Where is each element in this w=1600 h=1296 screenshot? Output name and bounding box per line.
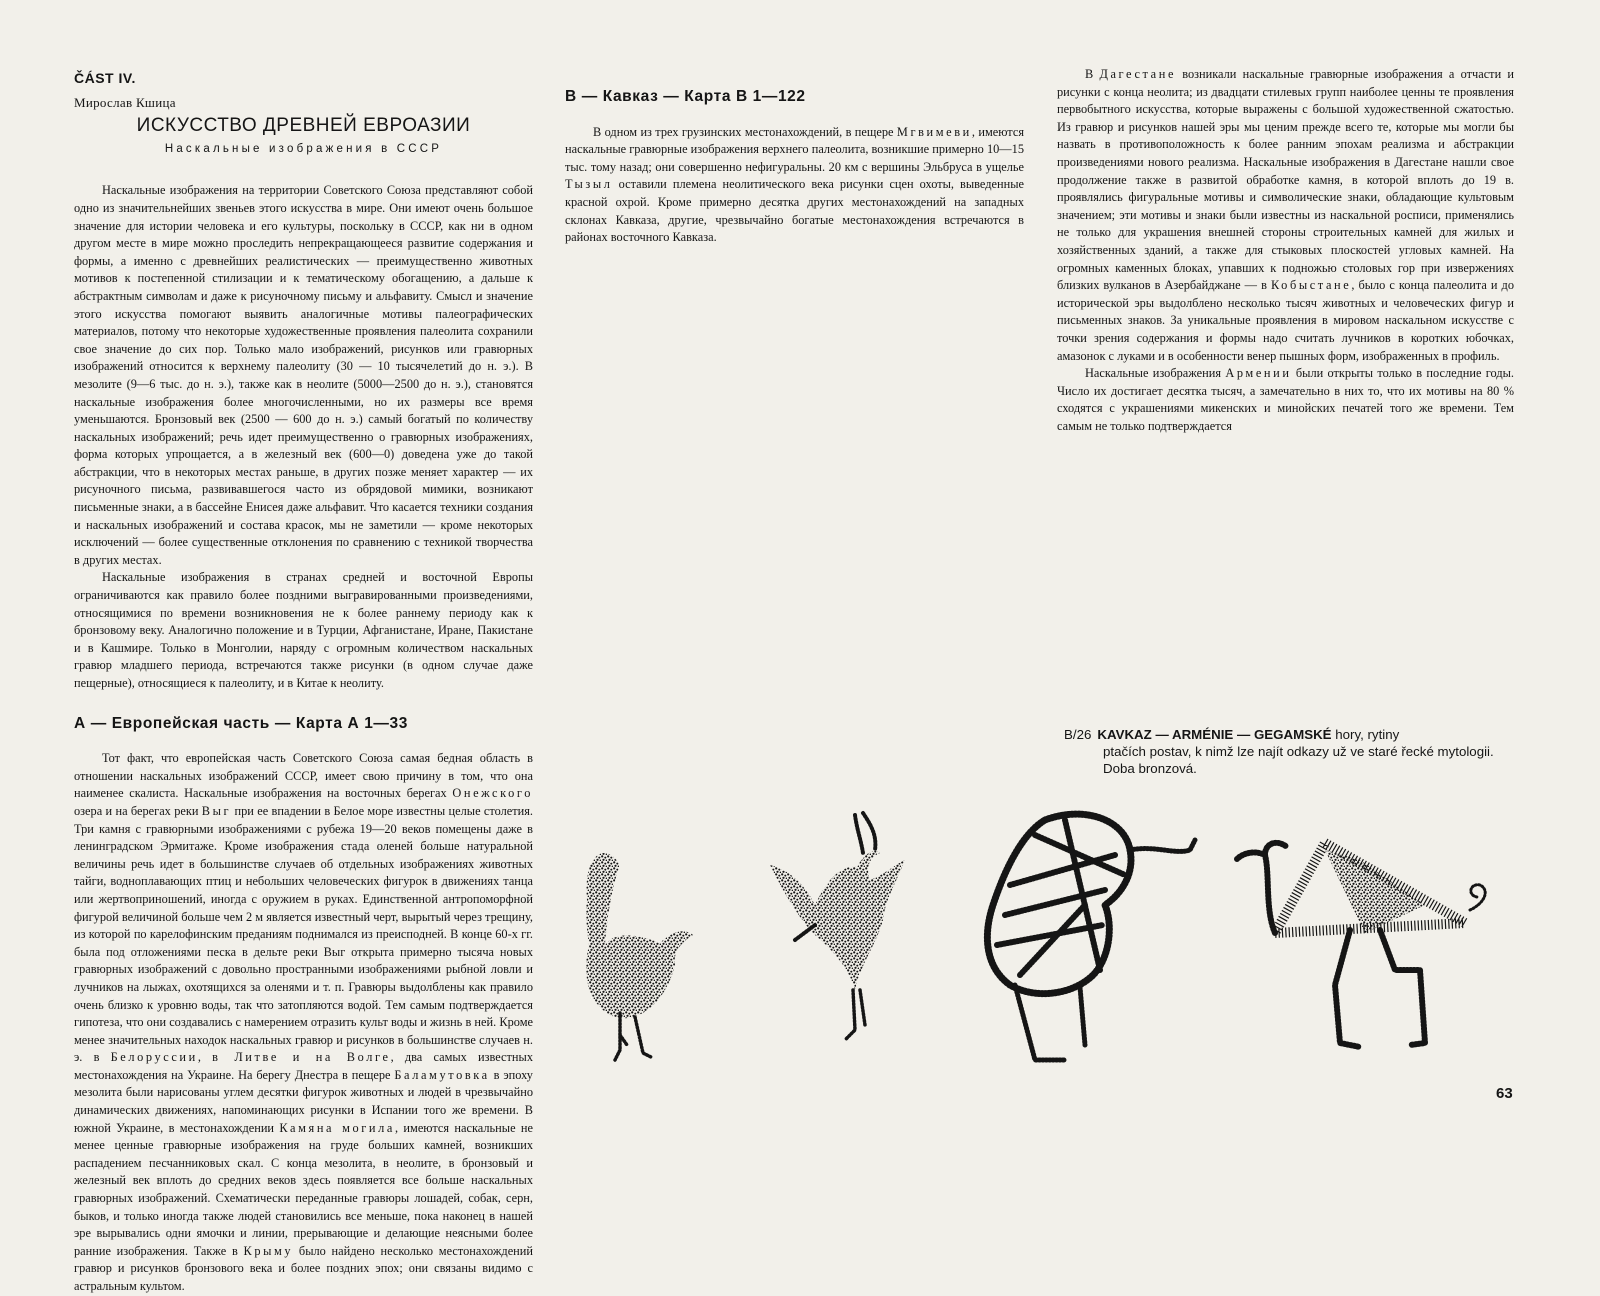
place-mgvimevi: Мгвимеви — [896, 124, 972, 139]
text-run: Наскальные изображения — [1085, 366, 1226, 381]
section-b-paragraph-2 — [1057, 66, 1514, 365]
article-subtitle: Наскальные изображения в СССР — [164, 142, 443, 155]
section-b-paragraph-3 — [1057, 365, 1514, 435]
text-run: , было с конца палеолита и до исторической эры выдолблено несколько тысяч животных и человеческих фигур и письменных знаков. За уникальные проявления в мировом наскальном искусстве с точки зрения содержания и формы надо считать лучников в коротких юбочках, амазонок с луками и в особенности венер пышных форм, изображенных в профиль. — [1057, 278, 1514, 363]
text-run: , — [197, 1050, 213, 1065]
engraving-bird-2 — [770, 813, 905, 1040]
place-tyzyl: Тызыл — [565, 177, 613, 192]
place-kamyana: Камяна могила — [279, 1120, 395, 1135]
text-run: озера и на берегах реки — [74, 803, 202, 818]
text-run: возникали наскальные гравюрные изображения а отчасти и рисунки с конца неолита; из двадцати стилевых групп наиболее ценны те проявления первобытного искусства, которые выражены с большой художественной сжатостью. Из гравюр и рисунков нашей эры мы ценим прежде всего те, которые мы могли бы назвать в противоположность к более ранним эпохам реализма и абстракции произведениями нового реализма. Наскальные изображения в Дагестане нашли свое продолжение также в развитой обработке камня, в которой вплоть до 19 в. проявлялись фигуральные мотивы и символические знаки, обладающие культовым значением; эти мотивы и знаки были известны из наскальной росписи, применялись не только для украшения внешней стороны строительных камней для жилых и хозяйственных зданий, а также для стыковых плоскостей угловых камней. На огромных каменных блоках, упавших к подножью столовых гор при извержениях близких вулканов в Азербайджане — в — [1057, 67, 1514, 293]
column-1 — [74, 70, 533, 1296]
text-run: были открыты только в последние годы. Число их достигает десятка тысяч, а замечательно в них то, что их мотивы на 80 % сходятся с украшениями микенских и минойских печатей того же времени. Тем самым не только подтверждается — [1057, 366, 1514, 433]
caption-places: KAVKAZ — ARMÉNIE — GEGAMSKÉ — [1097, 727, 1332, 742]
text-run: было найдено несколько местонахождений гравюр и рисунков бронзового века и более поздних эпох; они связаны видимо с астральным культом. — [74, 1243, 533, 1293]
place-balamutovka: Баламутовка — [394, 1067, 490, 1082]
text-run: Тот факт, что европейская часть Советского Союза самая бедная область в отношении наскальных изображений СССР, имеет свою причину в том, что она наименее скалиста. Наскальные изображения на восточных берегах — [74, 751, 533, 801]
column-3 — [1057, 66, 1514, 435]
figure-caption — [1064, 726, 1514, 777]
column-2 — [565, 66, 1024, 247]
place-litva: в Литве и на Волге — [212, 1050, 391, 1065]
text-run: , имеются наскальные гравюрные изображения верхнего палеолита, возникшие примерно 10—15 тыс. тому назад; они совершенно нефигуральны. 20 км с вершины Эльбруса в ущелье — [565, 124, 1024, 174]
place-krym: Крыму — [243, 1243, 294, 1258]
author-name: Мирослав Кшица — [74, 94, 176, 110]
caption-first-line: hory, rytiny — [1331, 727, 1400, 742]
section-a-paragraph — [74, 750, 533, 1295]
text-run: при ее впадении в Белое море известны целые столетия. Три камня с гравюрными изображениями с рубежа 19—20 веков помещены даже в ленинградском Эрмитаже. Кроме изображения стада оленей больше натуральной величины речь идет в большинстве случаев об отдельных изображениях животных тайги, водноплавающих птиц и небольших человеческих фигурок в движениях танца или жертвоприношений, иногда с оружием в руках. Единственной антропоморфной фигурой величиной больше чем 2 м является известный черт, вырытый через трещину, из которой по карелофинским преданиям поднимался из преисподней. В конце 60-х гг. была под отложениями песка в дельте реки Выг открыта примерно тысяча новых гравюрных изображений с довольно пространными изображениями рыбной ловли и лучников на лыжах, охотящихся за оленями и т. п. Гравюры выдолблены как правило очень близко к уровню воды, так что затопляются водой. Тем самым подтверждается гипотеза, что они создавались с намерением отразить культ воды и жизнь в ней. Кроме менее значительных находок наскальных гравюр и рисунков в большинстве случаев н. э. в — [74, 803, 534, 1065]
page-number: 63 — [1496, 1085, 1513, 1102]
caption-rest: ptačích postav, k nimž lze najít odkazy už ve staré řecké mytologii. Doba bronzová. — [1103, 744, 1494, 776]
text-run: в эпоху мезолита были нарисованы углем десятки фигурок животных и людей в чрезвычайно динамических движениях, напоминающих рисунки в Испании того же времени. В южной Украине, в местонахождении — [74, 1067, 533, 1135]
article-title: ИСКУССТВО ДРЕВНЕЙ ЕВРОАЗИИ — [136, 115, 471, 137]
rock-engravings-illustration — [565, 795, 1525, 1125]
place-dagestan: Дагестане — [1099, 67, 1177, 81]
place-belarus: Белоруссии — [110, 1050, 198, 1065]
place-onega: Онежского — [452, 786, 533, 801]
engraving-bird-3 — [987, 814, 1195, 1060]
caption-code: B/26 — [1064, 727, 1092, 742]
place-vyg: Выг — [201, 803, 232, 818]
part-label: ČÁST IV. — [74, 70, 136, 86]
text-run: В — [1085, 67, 1100, 81]
engraving-bird-4 — [1237, 843, 1485, 1047]
place-armenia: Армении — [1225, 366, 1292, 381]
intro-paragraph-2: Наскальные изображения в странах средней и восточной Европы ограничиваются как правило более поздними выгравированными произведениями, относящимися по времени возникновения не к более раннему периоду как к бронзовому веку. Аналогично положение и в Турции, Афганистане, Иране, Пакистане и в Кашмире. Только в Монголии, наряду с огромным количеством наскальных гравюр младшего периода, встречаются также рисунки (в одном случае даже пещерные), относящиеся к палеолиту, и в Китае к неолиту. — [74, 570, 533, 690]
text-run: В одном из трех грузинских местонахождений, в пещере — [593, 124, 897, 139]
section-a-heading: А — Европейская часть — Карта А 1—33 — [74, 714, 408, 732]
text-run: , имеются наскальные не менее ценные гравюрные изображения на груде больших камней, возникших распадением песчанниковых скал. С конца мезолита, в неолите, в бронзовый и железный век вплоть до средних веков здесь появляется все больше наскальных гравюрных изображений. Схематически переданные гравюры лошадей, собак, серн, быков, и только иногда также людей становились все меньше, пока наконец в нашей эре вырывались одни ямочки и линии, прерывающие и делающие неясными более ранние изображения. Также в — [74, 1120, 533, 1258]
engraving-bird-1 — [586, 853, 693, 1060]
intro-paragraph-1: Наскальные изображения на территории Советского Союза представляют собой одно из значительнейших звеньев этого искусства в мире. Они имеют очень большое значение для истории человека и его культуры, поскольку в СССР, как ни в одном другом месте в мире можно проследить непрекращающееся развитие содержания и формы, а именно с древнейших реалистических — преимущественно животных мотивов к постепенной стилизации и к тематическому обогащению, а дальше к абстрактным символам и даже к рисуночному письму и альфавиту. Смысл и значение этого искусства помогают выявить аналогичные мотивы палеографических материалов, потому что некоторые художественные проявления палеолита сохранили свое значение до сих пор. Только мало изображений, рисунков или гравюрных изображений относится к верхнему палеолиту (30 — 10 тысячелетий до н. э.). В мезолите (9—6 тыс. до н. э.), также как в неолите (5000—2500 до н. э.), становятся наскальные изображения более многочисленными, но их размеры все время уменьшаются. Бронзовый век (2500 — 600 до н. э.) самый богатый по количеству наскальных изображений; речь идет преимущественно о гравюрных изображениях, форма которых упрощается, а в железный век (600—0) доведена уже до такой абстракции, что в некоторых местах раньше, в других позже меняет характер — их рисуночного письма, развивавшегося часто из обрядовой мимики, возникают письменные знаки, а в бассейне Енисея даже альфавит. Что касается техники создания и наскальных изображений и состава красок, мы не заметили — кроме некоторых исключений — более существенные отклонения по сравнению с техникой творчества в других местах. — [74, 183, 533, 567]
text-run: оставили племена неолитического века рисунки сцен охоты, выведенные красной охрой. Кроме примерно десятка других местонахождений на западных склонах Кавказа, другие, чрезвычайно богатые местонахождения встречаются в районах восточного Кавказа. — [565, 177, 1024, 245]
text-run: , два самых известных местонахождения на Украине. На берегу Днестра в пещере — [74, 1050, 533, 1082]
section-b-paragraph-1 — [565, 124, 1024, 247]
place-kobystan: Кобыстане — [1270, 278, 1352, 293]
section-b-heading: B — Кавказ — Карта B 1—122 — [565, 88, 806, 105]
